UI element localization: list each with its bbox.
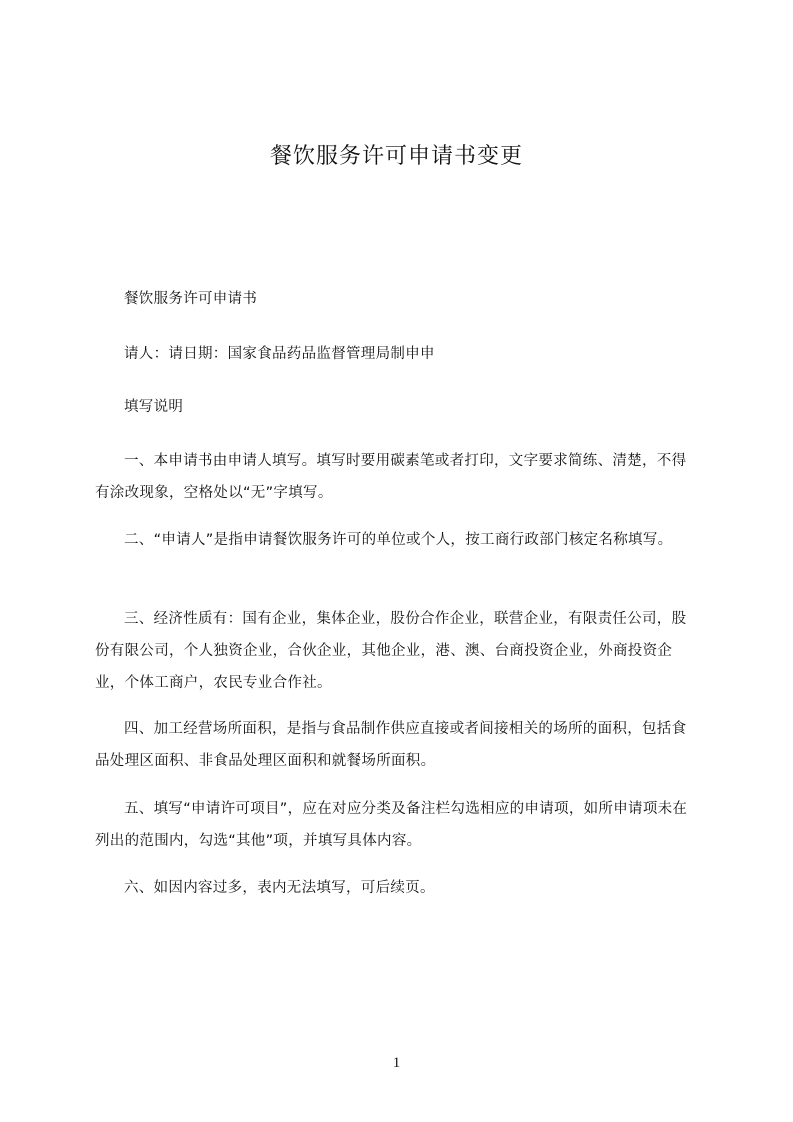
instruction-item-2: 二、“申请人”是指申请餐饮服务许可的单位或个人，按工商行政部门核定名称填写。 bbox=[124, 532, 673, 548]
page-number: 1 bbox=[392, 1055, 401, 1071]
instruction-item-5: 五、填写“申请许可项目”，应在对应分类及备注栏勾选相应的申请项，如所申请项未在列出的范围内，勾选“其他”项，并填写具体内容。 bbox=[95, 801, 688, 849]
instruction-item-4: 四、加工经营场所面积，是指与食品制作供应直接或者间接相关的场所的面积，包括食品处理区面积、非食品处理区面积和就餐场所面积。 bbox=[95, 721, 687, 769]
instruction-item-3: 三、经济性质有：国有企业，集体企业，股份合作企业，联营企业，有限责任公司，股份有限公司，个人独资企业，合伙企业，其他企业，港、澳、台商投资企业，外商投资企业，个体工商户，农民专业合作社。 bbox=[95, 611, 687, 691]
instruction-item-6: 六、如因内容过多，表内无法填写，可后续页。 bbox=[124, 880, 435, 896]
form-heading: 餐饮服务许可申请书 bbox=[124, 291, 258, 307]
document-title: 餐饮服务许可申请书变更 bbox=[269, 144, 523, 169]
applicant-date-line: 请人：请日期：国家食品药品监督管理局制申申 bbox=[124, 346, 435, 362]
instructions-heading: 填写说明 bbox=[124, 399, 184, 415]
instruction-item-1: 一、本申请书由申请人填写。填写时要用碳素笔或者打印，文字要求简练、清楚，不得有涂改现象，空格处以“无”字填写。 bbox=[95, 453, 687, 501]
